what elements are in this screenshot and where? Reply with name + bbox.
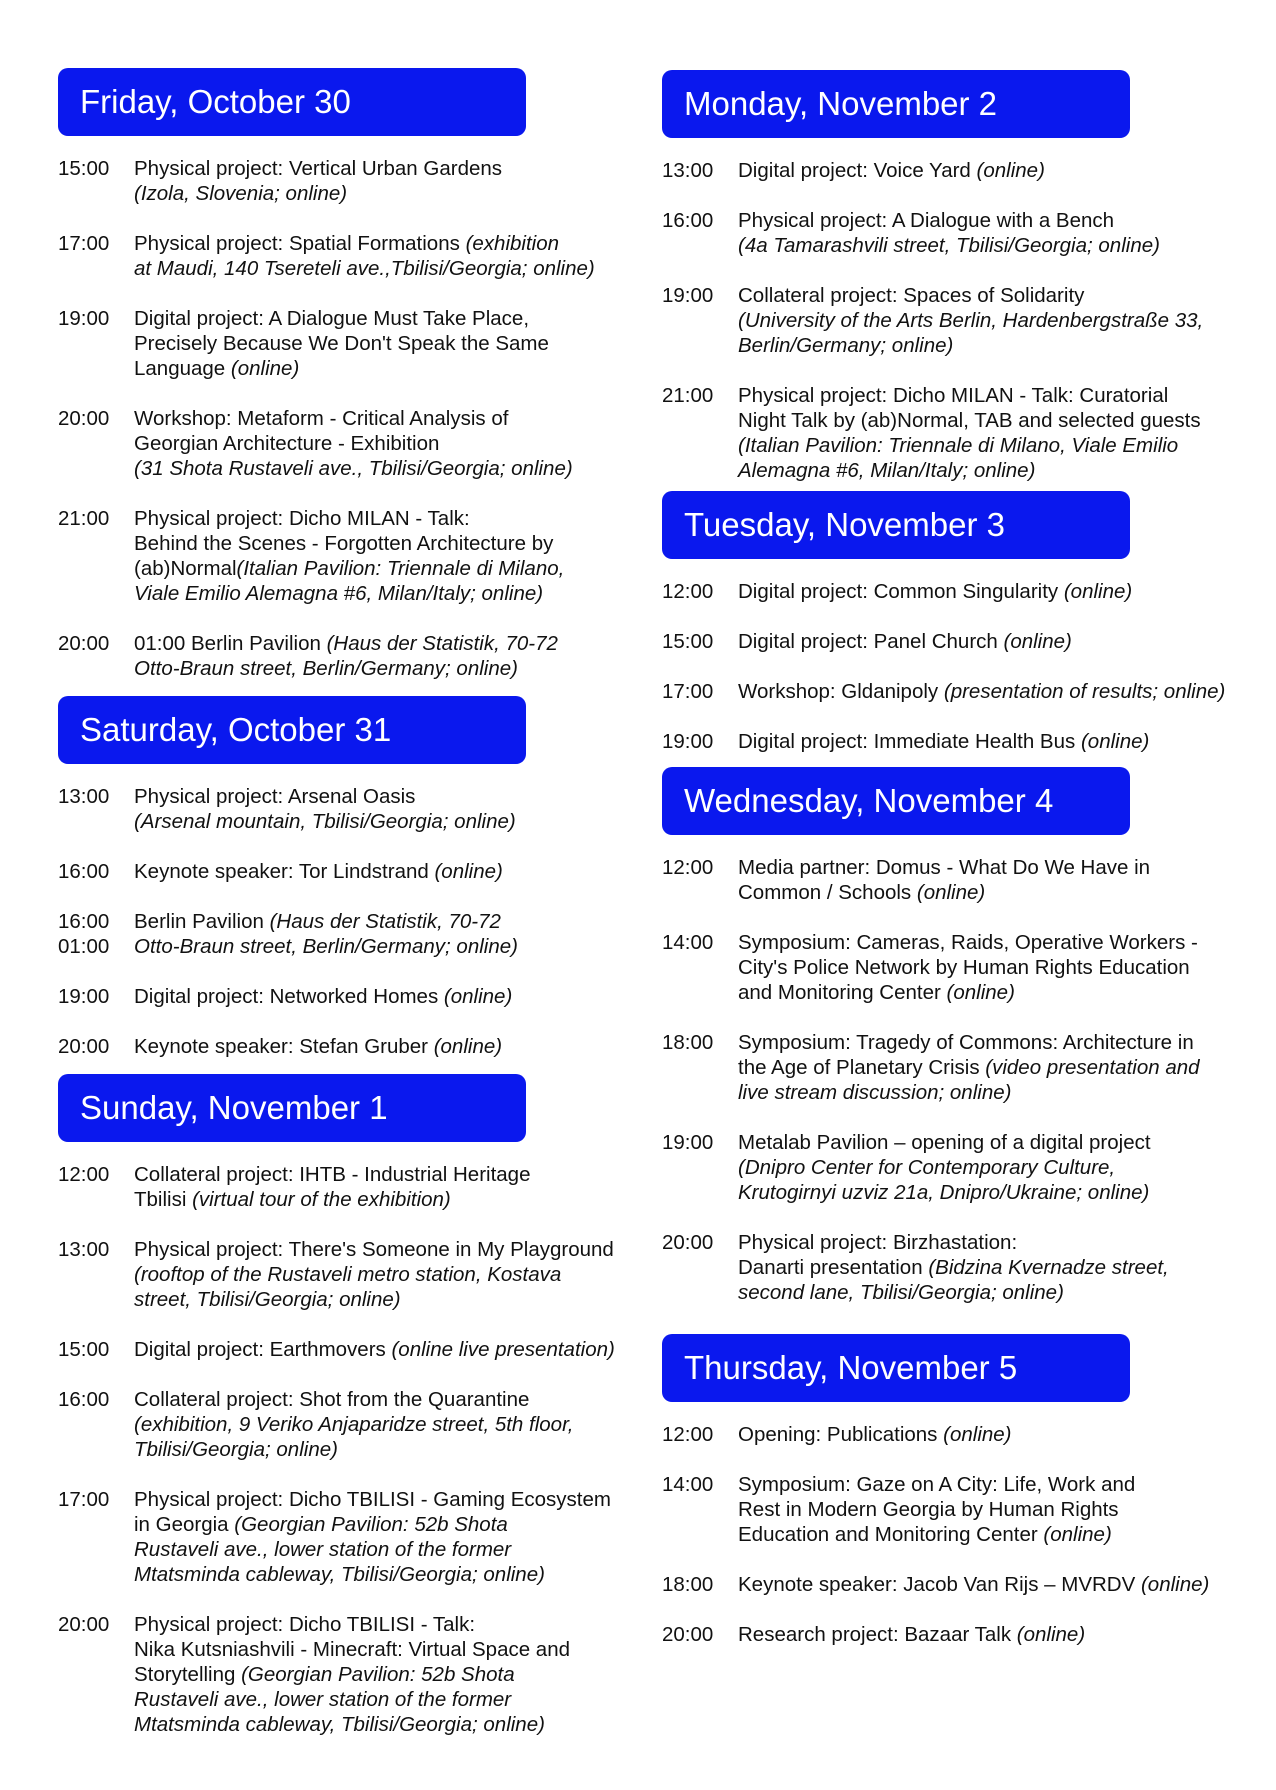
day-sunday-november-1: [58, 1074, 628, 1762]
event-description: [738, 1622, 1262, 1647]
event-title: Collateral project: IHTB - Industrial Heritage Tbilisi: [134, 1163, 531, 1211]
event-time: 20:00: [58, 1613, 110, 1636]
event-time: 17:00: [662, 680, 714, 703]
event-time: 18:00: [662, 1573, 714, 1596]
event-row: [58, 406, 628, 481]
event-title: Media partner: Domus - What Do We Have in Common / Schools: [738, 856, 1151, 904]
event-location-note: (online): [1080, 730, 1150, 753]
event-title: Physical project: Dicho TBILISI - Gaming Ecosystem in Georgia: [134, 1488, 611, 1536]
event-location-note: (exhibition at Maudi, 140 Tsereteli ave.,Tbilisi/Georgia; online): [134, 232, 595, 280]
event-title: Digital project: A Dialogue Must Take Place, Precisely Because We Don't Speak the Same Language: [134, 307, 549, 380]
event-description: [738, 283, 1262, 358]
event-location-note: (Dnipro Center for Contemporary Culture, Krutogirnyi uzviz 21a, Dnipro/Ukraine; online): [738, 1156, 1150, 1204]
event-time: 12:00: [662, 580, 714, 603]
event-title: Symposium: Tragedy of Commons: Architecture in the Age of Planetary Crisis: [738, 1031, 1194, 1079]
event-location-note: (online): [433, 1035, 503, 1058]
event-title: Metalab Pavilion – opening of a digital project: [738, 1131, 1151, 1154]
event-time: 14:00: [662, 931, 714, 954]
event-description: [738, 579, 1262, 604]
event-title: Keynote speaker: Stefan Gruber: [134, 1035, 434, 1058]
event-row: [662, 208, 1262, 258]
event-location-note: (University of the Arts Berlin, Hardenbergstraße 33, Berlin/Germany; online): [738, 309, 1204, 357]
event-location-note: (online): [1140, 1573, 1210, 1596]
event-description: [134, 1487, 628, 1587]
event-list: [662, 1422, 1262, 1647]
event-time: 18:00: [662, 1031, 714, 1054]
event-title: Digital project: Voice Yard: [738, 159, 977, 182]
event-row: [58, 1387, 628, 1462]
event-row: [662, 629, 1262, 654]
event-description: [134, 506, 628, 606]
event-location-note: (presentation of results; online): [943, 680, 1226, 703]
event-time: 13:00: [58, 785, 110, 808]
event-time: 15:00: [58, 157, 110, 180]
event-time: 12:00: [58, 1163, 110, 1186]
day-thursday-november-5: [662, 1334, 1262, 1672]
event-time: 19:00: [662, 1131, 714, 1154]
event-description: [134, 156, 628, 206]
event-row: [662, 579, 1262, 604]
event-list: [58, 784, 628, 1059]
event-row: [58, 909, 628, 959]
event-title: 01:00 Berlin Pavilion: [134, 632, 327, 655]
event-description: [738, 729, 1262, 754]
event-location-note: (online): [916, 881, 986, 904]
event-location-note: (4a Tamarashvili street, Tbilisi/Georgia; online): [738, 234, 1160, 257]
event-row: [58, 984, 628, 1009]
event-time: 15:00: [662, 630, 714, 653]
event-description: [134, 1387, 628, 1462]
event-description: [134, 306, 628, 381]
event-row: [662, 1130, 1262, 1205]
event-row: [662, 1230, 1262, 1305]
day-heading: Saturday, October 31: [58, 696, 526, 764]
event-title: Physical project: Spatial Formations: [134, 232, 466, 255]
event-description: [134, 406, 628, 481]
event-location-note: (virtual tour of the exhibition): [192, 1188, 451, 1211]
event-time: 21:00: [662, 384, 714, 407]
event-location-note: (Italian Pavilion: Triennale di Milano, Viale Emilio Alemagna #6, Milan/Italy; online): [134, 557, 565, 605]
event-list: [662, 158, 1262, 483]
event-location-note: (online): [434, 860, 503, 883]
event-description: [134, 859, 628, 884]
event-title: Collateral project: Spaces of Solidarity: [738, 284, 1085, 307]
event-time: 20:00: [662, 1231, 714, 1254]
event-title: Physical project: A Dialogue with a Bench: [738, 209, 1115, 232]
event-row: [58, 306, 628, 381]
event-title: Digital project: Common Singularity: [738, 580, 1064, 603]
event-description: [738, 629, 1262, 654]
event-row: [662, 930, 1262, 1005]
event-location-note: (online): [943, 1423, 1012, 1446]
event-location-note: (exhibition, 9 Veriko Anjaparidze street, 5th floor, Tbilisi/Georgia; online): [134, 1413, 574, 1461]
event-description: [738, 1472, 1262, 1547]
event-time: 20:00: [58, 1035, 110, 1058]
event-title: Digital project: Immediate Health Bus: [738, 730, 1081, 753]
event-row: [58, 1237, 628, 1312]
event-row: [662, 1030, 1262, 1105]
event-location-note: (Haus der Statistik, 70-72 Otto-Braun street, Berlin/Germany; online): [134, 910, 518, 958]
event-row: [58, 231, 628, 281]
event-location-note: (Georgian Pavilion: 52b Shota Rustaveli ave., lower station of the former Mtatsminda cableway, Tbilisi/Georgia; online): [134, 1513, 545, 1586]
day-heading: Tuesday, November 3: [662, 491, 1130, 559]
event-location-note: (Bidzina Kvernadze street, second lane, Tbilisi/Georgia; online): [738, 1256, 1169, 1304]
event-description: [738, 1230, 1262, 1305]
event-title: Collateral project: Shot from the Quarantine: [134, 1388, 530, 1411]
event-location-note: (Arsenal mountain, Tbilisi/Georgia; online): [134, 810, 516, 833]
day-heading: Friday, October 30: [58, 68, 526, 136]
event-list: [662, 579, 1262, 754]
event-time: 16:00: [58, 1388, 110, 1411]
event-description: [134, 909, 628, 959]
event-row: [662, 1472, 1262, 1547]
event-location-note: (online live presentation): [391, 1338, 615, 1361]
event-title: Physical project: Arsenal Oasis: [134, 785, 416, 808]
event-location-note: (31 Shota Rustaveli ave., Tbilisi/Georgia; online): [134, 457, 573, 480]
day-tuesday-november-3: [662, 491, 1262, 779]
event-time: 17:00: [58, 1488, 110, 1511]
event-description: [134, 784, 628, 834]
event-location-note: (online): [230, 357, 300, 380]
event-location-note: (Georgian Pavilion: 52b Shota Rustaveli ave., lower station of the former Mtatsminda cableway, Tbilisi/Georgia; online): [134, 1663, 545, 1736]
event-title: Physical project: Dicho MILAN - Talk: Curatorial Night Talk by (ab)Normal, TAB and selected guests: [738, 384, 1201, 432]
event-list: [58, 156, 628, 681]
event-location-note: (Izola, Slovenia; online): [134, 182, 348, 205]
event-description: [134, 984, 628, 1009]
event-row: [662, 1622, 1262, 1647]
event-time: 16:00: [662, 209, 714, 232]
event-row: [662, 729, 1262, 754]
event-title: Workshop: Gldanipoly: [738, 680, 944, 703]
event-time: 20:00: [662, 1623, 714, 1646]
day-friday-october-30: [58, 68, 628, 706]
event-description: [738, 208, 1262, 258]
event-location-note: (Italian Pavilion: Triennale di Milano, Viale Emilio Alemagna #6, Milan/Italy; online): [738, 434, 1179, 482]
day-heading: Thursday, November 5: [662, 1334, 1130, 1402]
event-time: 12:00: [662, 1423, 714, 1446]
event-description: [134, 1162, 628, 1212]
event-description: [134, 1034, 628, 1059]
event-row: [58, 859, 628, 884]
event-row: [58, 1337, 628, 1362]
day-wednesday-november-4: [662, 767, 1262, 1330]
event-title: Berlin Pavilion: [134, 910, 270, 933]
event-location-note: (online): [1043, 1523, 1112, 1546]
event-location-note: (online): [1063, 580, 1133, 603]
event-location-note: (rooftop of the Rustaveli metro station, Kostava street, Tbilisi/Georgia; online): [134, 1263, 562, 1311]
event-row: [662, 679, 1262, 704]
day-heading: Monday, November 2: [662, 70, 1130, 138]
event-description: [738, 1572, 1262, 1597]
event-row: [58, 1612, 628, 1737]
event-location-note: (video presentation and live stream discussion; online): [738, 1056, 1200, 1104]
event-description: [134, 1337, 628, 1362]
event-description: [738, 1422, 1262, 1447]
event-row: [58, 1034, 628, 1059]
day-heading: Sunday, November 1: [58, 1074, 526, 1142]
event-time: 19:00: [662, 730, 714, 753]
event-row: [58, 506, 628, 606]
event-description: [738, 930, 1262, 1005]
event-time: 12:00: [662, 856, 714, 879]
event-title: Physical project: Dicho MILAN - Talk: Behind the Scenes - Forgotten Architecture by (ab)Normal: [134, 507, 554, 580]
event-row: [662, 1422, 1262, 1447]
event-time: 19:00: [58, 985, 110, 1008]
event-title: Opening: Publications: [738, 1423, 944, 1446]
event-time: 19:00: [662, 284, 714, 307]
event-time: 20:00: [58, 632, 110, 655]
event-description: [134, 231, 628, 281]
event-title: Digital project: Panel Church: [738, 630, 1004, 653]
event-row: [58, 1487, 628, 1587]
event-description: [738, 855, 1262, 905]
event-title: Symposium: Cameras, Raids, Operative Workers - City's Police Network by Human Rights Education and Monitoring Center: [738, 931, 1198, 1004]
event-time: 20:00: [58, 407, 110, 430]
event-time: 16:00: [58, 860, 110, 883]
event-description: [738, 158, 1262, 183]
event-location-note: (online): [1016, 1623, 1086, 1646]
day-heading: Wednesday, November 4: [662, 767, 1130, 835]
event-row: [58, 784, 628, 834]
event-description: [738, 1030, 1262, 1105]
event-title: Digital project: Networked Homes: [134, 985, 444, 1008]
event-row: [662, 855, 1262, 905]
event-row: [662, 283, 1262, 358]
event-location-note: (online): [1003, 630, 1072, 653]
event-title: Keynote speaker: Jacob Van Rijs – MVRDV: [738, 1573, 1141, 1596]
event-row: [58, 631, 628, 681]
event-row: [58, 1162, 628, 1212]
event-title: Digital project: Earthmovers: [134, 1338, 392, 1361]
event-list: [662, 855, 1262, 1305]
event-description: [738, 1130, 1262, 1205]
event-time: 14:00: [662, 1473, 714, 1496]
event-title: Symposium: Gaze on A City: Life, Work and Rest in Modern Georgia by Human Rights Education and Monitoring Center: [738, 1473, 1136, 1546]
event-title: Physical project: Dicho TBILISI - Talk: Nika Kutsniashvili - Minecraft: Virtual Space and Storytelling: [134, 1613, 571, 1686]
event-time: 15:00: [58, 1338, 110, 1361]
event-description: [134, 1612, 628, 1737]
event-row: [662, 1572, 1262, 1597]
event-title: Physical project: Vertical Urban Gardens: [134, 157, 503, 180]
day-monday-november-2: [662, 70, 1262, 508]
event-location-note: (Haus der Statistik, 70-72 Otto-Braun street, Berlin/Germany; online): [134, 632, 558, 680]
event-description: [738, 679, 1262, 704]
event-row: [58, 156, 628, 206]
event-row: [662, 383, 1262, 483]
event-time: 21:00: [58, 507, 110, 530]
event-description: [134, 631, 628, 681]
event-description: [134, 1237, 628, 1312]
event-title: Physical project: There's Someone in My Playground: [134, 1238, 614, 1261]
event-title: Research project: Bazaar Talk: [738, 1623, 1017, 1646]
day-saturday-october-31: [58, 696, 628, 1084]
event-list: [58, 1162, 628, 1737]
event-time: 13:00: [58, 1238, 110, 1261]
event-row: [662, 158, 1262, 183]
event-title: Workshop: Metaform - Critical Analysis of Georgian Architecture - Exhibition: [134, 407, 509, 455]
event-location-note: (online): [976, 159, 1045, 182]
event-time: 16:00 01:00: [58, 910, 110, 958]
event-location-note: (online): [443, 985, 513, 1008]
event-time: 17:00: [58, 232, 110, 255]
event-location-note: (online): [946, 981, 1015, 1004]
event-time: 13:00: [662, 159, 714, 182]
event-title: Keynote speaker: Tor Lindstrand: [134, 860, 435, 883]
event-title: Physical project: Birzhastation: Danarti presentation: [738, 1231, 1018, 1279]
event-description: [738, 383, 1262, 483]
event-time: 19:00: [58, 307, 110, 330]
